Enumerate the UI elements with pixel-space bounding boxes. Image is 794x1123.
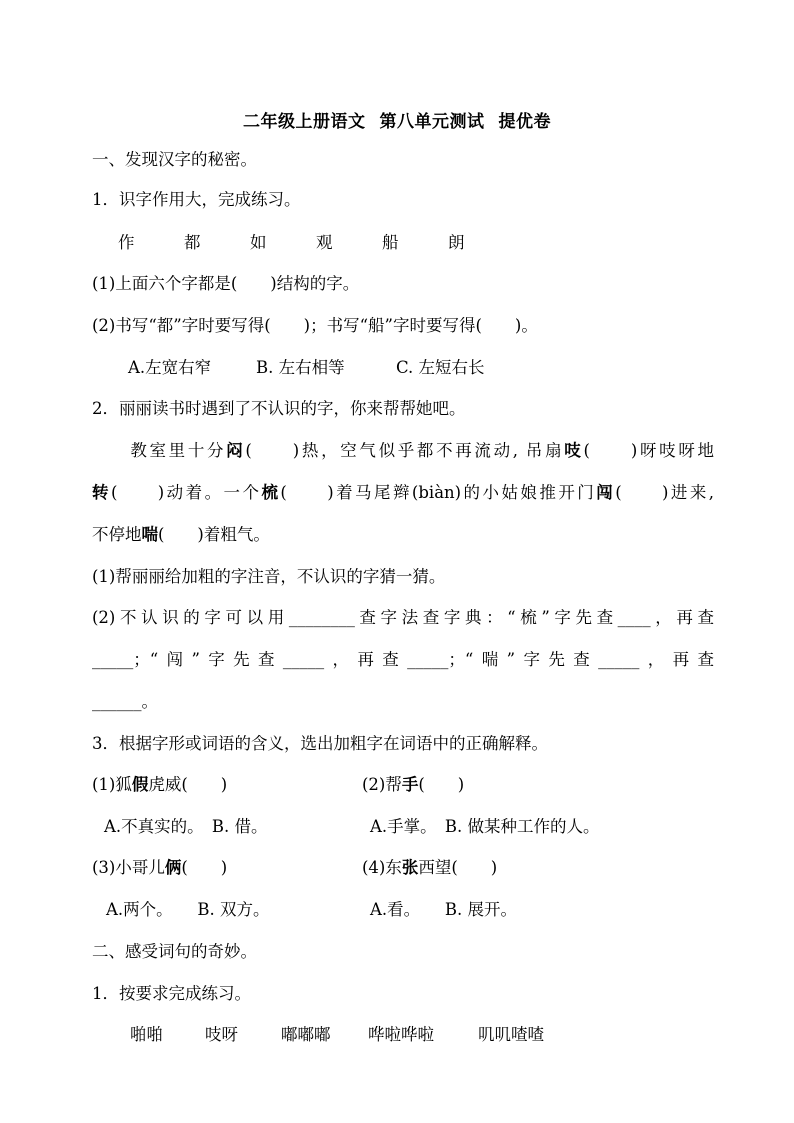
character-6: 朗 [448,233,465,252]
word-5: 叽叽喳喳 [478,1025,544,1044]
passage-text: ( )着粗气。 [158,525,270,544]
bold-character: 闯 [596,483,616,502]
title-grade: 二年级上册语文 [243,112,366,132]
question-2-sub-2-line-2: _____；“闯”字先查_____，再查_____；“喘”字先查_____，再查 [92,650,714,669]
item-2-prefix: (2)帮 [362,775,402,794]
item-4-bold-char: 张 [401,858,419,877]
bold-character: 转 [92,483,111,502]
question-1-sub-1: (1)上面六个字都是( )结构的字。 [92,274,360,293]
passage-line-1 [92,440,714,462]
item-1-options: A.不真实的。 B. 借。 [104,817,268,836]
word-4: 哗啦哗啦 [368,1025,434,1044]
passage-text: ( )呀吱呀地 [583,441,715,460]
character-1: 作 [118,233,135,252]
item-1-suffix: 虎威( ) [148,775,228,794]
character-4: 观 [316,233,333,252]
question-1-stem: 1．识字作用大，完成练习。 [92,190,301,209]
item-2-options: A.手掌。 B. 做某种工作的人。 [370,817,600,836]
section-heading-1: 一、发现汉字的秘密。 [92,150,257,169]
option-a: A.左宽右窄 [128,358,212,377]
passage-line-2 [92,482,714,504]
title-level: 提优卷 [498,112,551,132]
bold-character: 喘 [141,525,158,544]
word-3: 嘟嘟嘟 [281,1025,331,1044]
passage-text: ( )进来, [615,483,715,502]
item-3-prefix: (3)小哥儿 [92,858,165,877]
item-3-bold-char: 俩 [164,858,182,877]
item-1-bold-char: 假 [131,775,149,794]
character-3: 如 [250,233,267,252]
passage-text: ( )着马尾辫(biàn)的小姑娘推开门 [280,483,597,502]
bold-character: 梳 [261,483,281,502]
item-1-prefix: (1)狐 [92,775,132,794]
item-4-options: A.看。 B. 展开。 [370,900,518,919]
word-1: 啪啪 [130,1025,163,1044]
item-3-options: A.两个。 B. 双方。 [106,900,270,919]
passage-line-3 [92,524,714,546]
question-3-stem: 3．根据字形或词语的含义，选出加粗字在词语中的正确解释。 [92,734,548,753]
item-3-suffix: ( ) [181,858,228,877]
word-2: 吱呀 [205,1025,238,1044]
page-title [0,107,794,132]
character-row [118,232,714,254]
question-4-stem: 1．按要求完成练习。 [92,984,251,1003]
question-2-stem: 2．丽丽读书时遇到了不认识的字，你来帮帮她吧。 [92,399,466,418]
option-b: B. 左右相等 [256,358,345,377]
question-2-sub-1: (1)帮丽丽给加粗的字注音，不认识的字猜一猜。 [92,567,446,586]
passage-text: 不停地 [92,525,142,544]
passage-text: ( )热，空气似乎都不再流动, 吊扇 [245,441,565,460]
character-5: 船 [382,233,399,252]
item-4-prefix: (4)东 [362,858,402,877]
onomatopoeia-row [130,1024,714,1046]
option-c: C. 左短右长 [396,358,485,377]
passage-text: ( )动着。一个 [110,483,262,502]
character-2: 都 [184,233,201,252]
bold-character: 闷 [226,441,246,460]
title-unit: 第八单元测试 [379,112,485,132]
question-2-sub-2-line-3: ______。 [92,692,158,711]
passage-text: 教室里十分 [92,441,227,460]
question-3-item-2 [362,774,714,796]
question-1-options [128,357,714,379]
question-3-item-4 [362,857,714,879]
bold-character: 吱 [564,441,584,460]
item-4-suffix: 西望( ) [418,858,498,877]
item-2-suffix: ( ) [418,775,465,794]
question-2-sub-2-line-1: (2)不认识的字可以用________查字法查字典：“梳”字先查____，再查 [92,608,714,627]
question-1-sub-2: (2)书写“都”字时要写得( )；书写“船”字时要写得( )。 [92,316,538,335]
item-2-bold-char: 手 [401,775,419,794]
section-heading-2: 二、感受词句的奇妙。 [92,942,257,961]
